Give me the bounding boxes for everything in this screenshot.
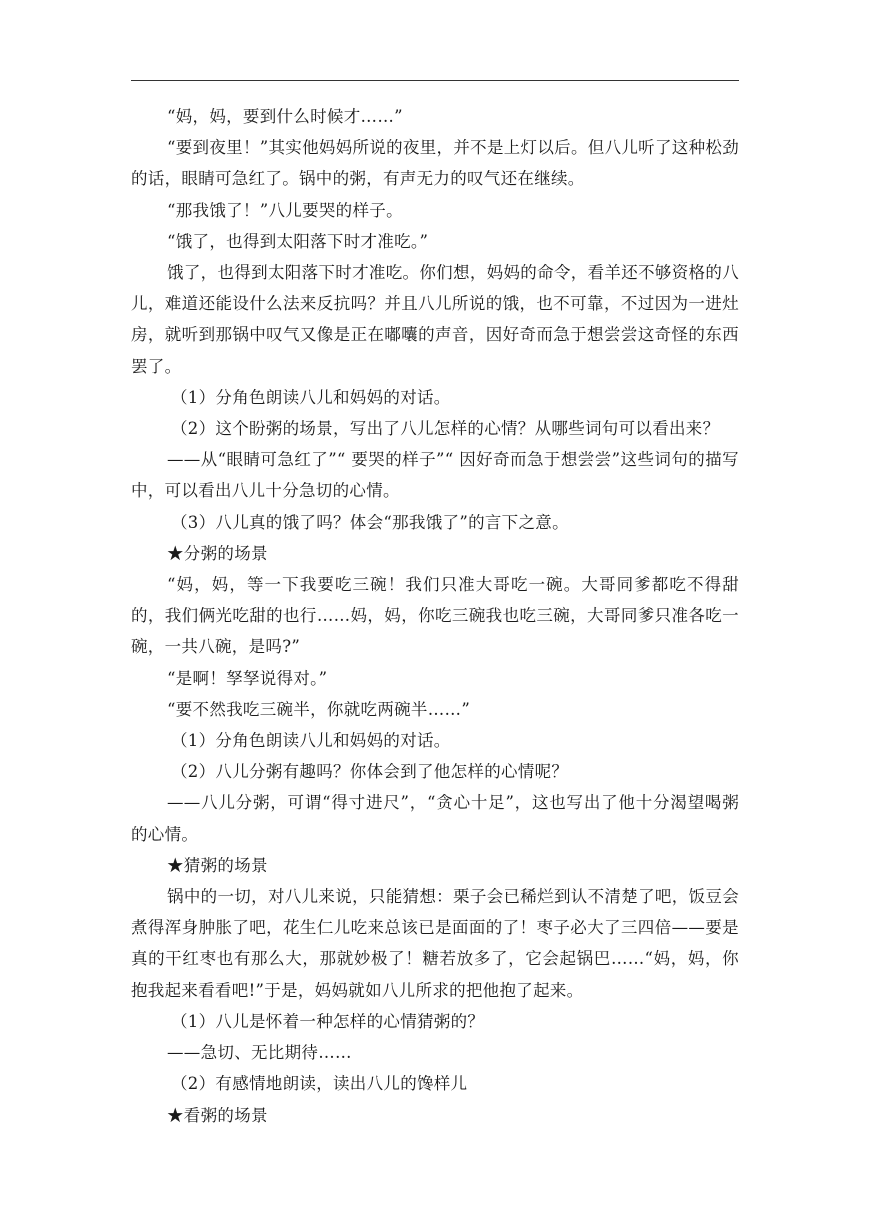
section-heading: ★看粥的场景 (167, 1105, 268, 1125)
paragraph: 锅中的一切，对八儿来说，只能猜想：栗子会已稀烂到认不清楚了吧，饭豆会煮得浑身肿胀了吧，花生仁儿吃来总该已是面面的了！枣子必大了三四倍——要是真的干红枣也有那么大，那就妙极了！糖若放多了，它会起锅巴……“妈，妈，你抱我起来看看吧!”于是，妈妈就如八儿所求的把他抱了起来。 (131, 887, 739, 1000)
answer: ——八儿分粥，可谓“得寸进尺”，“贪心十足”，这也写出了他十分渴望喝粥的心情。 (131, 793, 739, 844)
answer: ——从“眼睛可急红了”“ 要哭的样子”“ 因好奇而急于想尝尝”这些词句的描写中，可以看出八儿十分急切的心情。 (131, 450, 739, 501)
question: （2）八儿分粥有趣吗？你体会到了他怎样的心情呢？ (171, 762, 569, 782)
question: （1）八儿是怀着一种怎样的心情猜粥的？ (171, 1011, 485, 1031)
answer: ——急切、无比期待…… (167, 1043, 352, 1063)
paragraph: 饿了，也得到太阳落下时才准吃。你们想，妈妈的命令，看羊还不够资格的八儿，难道还能设什么法来反抗吗？并且八儿所说的饿，也不可靠，不过因为一进灶房，就听到那锅中叹气又像是正在嘟囔的声音，因好奇而急于想尝尝这奇怪的东西罢了。 (131, 263, 739, 376)
paragraph: “妈，妈，要到什么时候才……” (167, 107, 403, 126)
paragraph: “要到夜里！”其实他妈妈所说的夜里，并不是上灯以后。但八儿听了这种松劲的话，眼睛可急红了。锅中的粥，有声无力的叹气还在继续。 (131, 138, 739, 189)
document-body (131, 101, 739, 1131)
question: （3）八儿真的饿了吗？体会“那我饿了”的言下之意。 (171, 512, 569, 532)
paragraph: “那我饿了！”八儿要哭的样子。 (167, 200, 403, 220)
question: （2）有感情地朗读，读出八儿的馋样儿 (171, 1074, 468, 1094)
section-heading: ★猜粥的场景 (167, 855, 268, 875)
question: （2）这个盼粥的场景，写出了八儿怎样的心情？从哪些词句可以看出来？ (171, 419, 720, 439)
question: （1）分角色朗读八儿和妈妈的对话。 (171, 731, 451, 751)
header-rule (131, 80, 739, 81)
section-heading: ★分粥的场景 (167, 543, 268, 563)
question: （1）分角色朗读八儿和妈妈的对话。 (171, 387, 451, 407)
paragraph: “要不然我吃三碗半，你就吃两碗半……” (167, 699, 471, 719)
paragraph: “妈，妈，等一下我要吃三碗！我们只准大哥吃一碗。大哥同爹都吃不得甜的，我们俩光吃甜的也行……妈，妈，你吃三碗我也吃三碗，大哥同爹只准各吃一碗，一共八碗，是吗?” (131, 575, 739, 657)
paragraph: “饿了，也得到太阳落下时才准吃。” (167, 231, 429, 251)
paragraph: “是啊！孥孥说得对。” (167, 668, 328, 688)
